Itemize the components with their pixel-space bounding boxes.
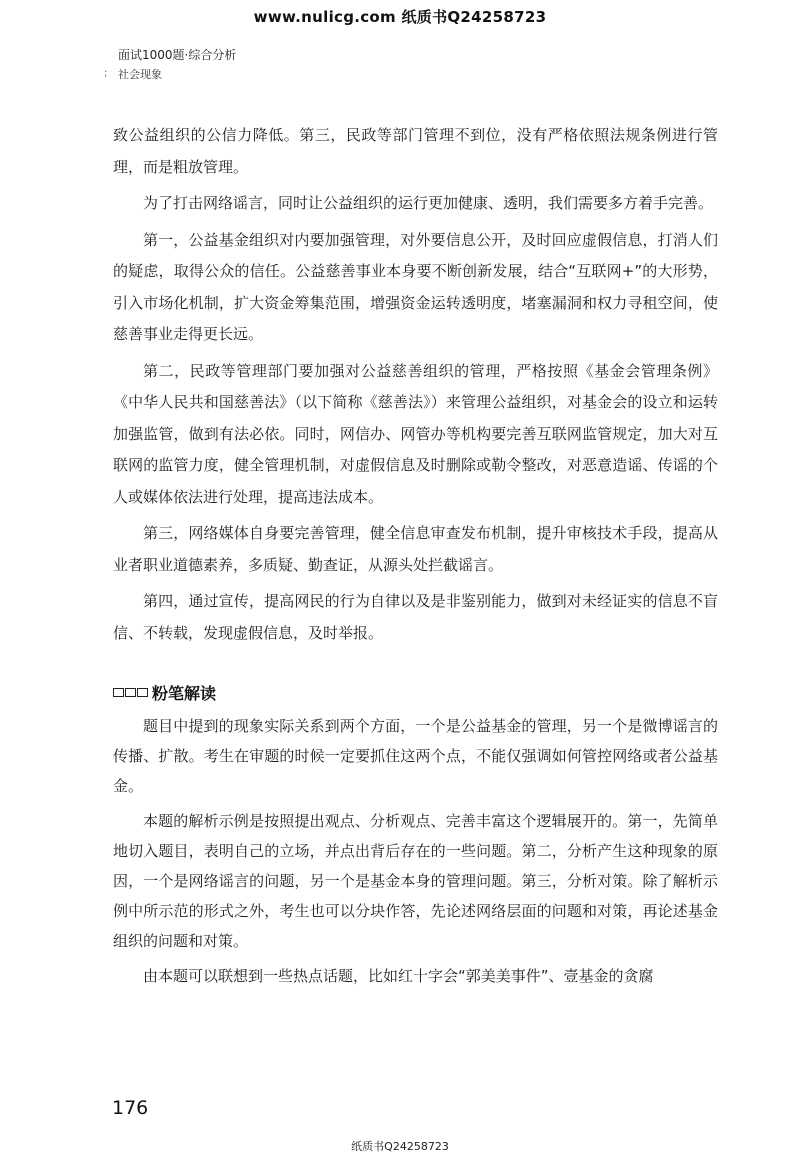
body-paragraph: 第二，民政等管理部门要加强对公益慈善组织的管理，严格按照《基金会管理条例》《中华人民共和国慈善法》（以下简称《慈善法》）来管理公益组织，对基金会的设立和运转加强监管，做到有法必依。同时，网信办、网管办等机构要完善互联网监管规定，加大对互联网的监管力度，健全管理机制，对虚假信息及时删除或勒令整改，对恶意造谣、传谣的个人或媒体依法进行处理，提高违法成本。 bbox=[113, 361, 718, 506]
watermark-top: www.nulicg.com 纸质书Q24258723 bbox=[253, 8, 547, 26]
section-label: 社会现象 bbox=[118, 68, 162, 81]
analysis-paragraph: 题目中提到的现象实际关系到两个方面，一个是公益基金的管理，另一个是微博谣言的传播、扩散。考生在审题的时候一定要抓住这两个点，不能仅强调如何管控网络或者公益基金。 bbox=[113, 717, 718, 795]
body-paragraph: 第三，网络媒体自身要完善管理，健全信息审查发布机制，提升审核技术手段，提高从业者职业道德素养，多质疑、勤查证，从源头处拦截谣言。 bbox=[113, 524, 718, 574]
analysis-paragraph: 本题的解析示例是按照提出观点、分析观点、完善丰富这个逻辑展开的。第一，先简单地切入题目，表明自己的立场，并点出背后存在的一些问题。第二，分析产生这种现象的原因，一个是网络谣言的问题，另一个是基金本身的管理问题。第三，分析对策。除了解析示例中所示范的形式之外，考生也可以分块作答，先论述网络层面的问题和对策，再论述基金组织的问题和对策。 bbox=[113, 812, 718, 950]
book-title: 面试1000题·综合分析 bbox=[118, 48, 237, 62]
margin-mark: ; bbox=[104, 68, 108, 79]
main-content bbox=[113, 120, 718, 996]
analysis-paragraph: 由本题可以联想到一些热点话题，比如红十字会“郭美美事件”、壹基金的贪腐 bbox=[143, 967, 654, 985]
watermark-bottom: 纸质书Q24258723 bbox=[351, 1140, 449, 1153]
body-paragraph: 第一，公益基金组织对内要加强管理，对外要信息公开，及时回应虚假信息，打消人们的疑虑，取得公众的信任。公益慈善事业本身要不断创新发展，结合“互联网+”的大形势，引入市场化机制，扩大资金筹集范围，增强资金运转透明度，堵塞漏洞和权力寻租空间，使慈善事业走得更长远。 bbox=[113, 230, 718, 343]
body-paragraph: 第四，通过宣传，提高网民的行为自律以及是非鉴别能力，做到对未经证实的信息不盲信、不转载，发现虚假信息，及时举报。 bbox=[113, 592, 718, 642]
section-marker-icon bbox=[113, 688, 148, 697]
body-paragraph: 致公益组织的公信力降低。第三，民政等部门管理不到位，没有严格依照法规条例进行管理，而是粗放管理。 bbox=[113, 126, 718, 176]
analysis-heading-text: 粉笔解读 bbox=[152, 683, 217, 703]
page-number: 176 bbox=[112, 1097, 149, 1119]
body-paragraph: 为了打击网络谣言，同时让公益组织的运行更加健康、透明，我们需要多方着手完善。 bbox=[143, 194, 714, 212]
analysis-heading bbox=[113, 677, 718, 707]
